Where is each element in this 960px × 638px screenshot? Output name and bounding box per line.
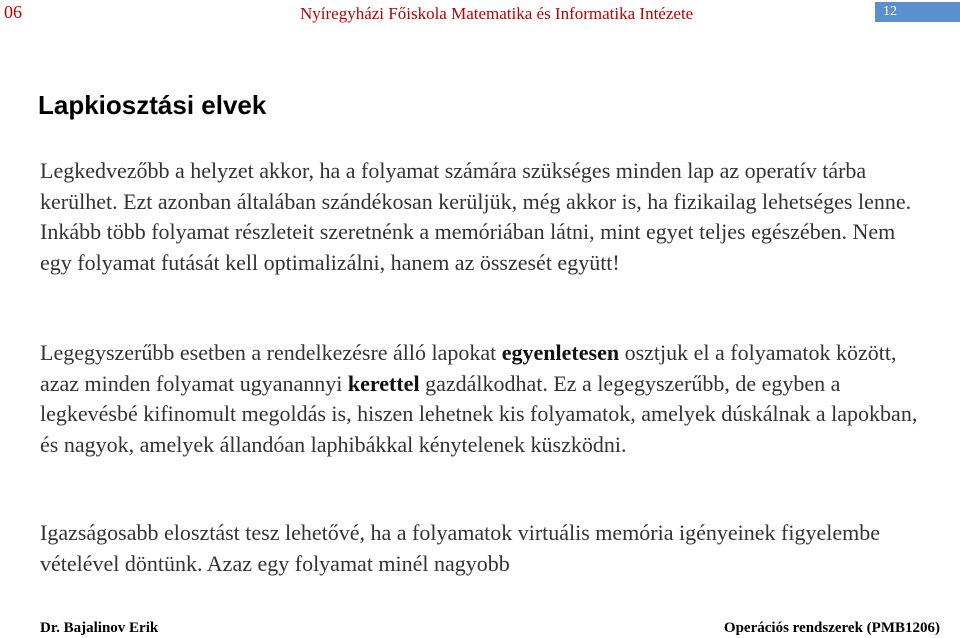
footer-course: Operációs rendszerek (PMB1206): [723, 620, 940, 636]
institution-title: Nyíregyházi Főiskola Matematika és Informatika Intézete: [300, 4, 694, 23]
paragraph-2-text-2: osztjuk el a folyamatok között, azaz minden folyamat ugyanannyi: [40, 340, 897, 396]
paragraph-2-text-1: Legegyszerűbb esetben a rendelkezésre álló lapokat: [40, 340, 502, 365]
emphasis-egyenletesen: egyenletesen: [501, 340, 620, 365]
paragraph-2: [40, 338, 930, 460]
paragraph-3: Igazságosabb elosztást tesz lehetővé, ha a folyamatok virtuális memória igényeinek figyelembe vételével döntünk. Azaz egy folyamat minél nagyobb: [40, 520, 880, 576]
emphasis-kerettel: kerettel: [347, 370, 420, 396]
footer-author: Dr. Bajalinov Erik: [40, 620, 159, 636]
slide-title: Lapkiosztási elvek: [38, 90, 267, 120]
chapter-number: 06: [4, 2, 22, 22]
paragraph-1: Legkedvezőbb a helyzet akkor, ha a folyamat számára szükséges minden lap az operatív tárba kerülhet. Ezt azonban általában szándékosan kerüljük, még akkor is, ha fizikailag lehetséges lenne. Inkább több folyamat részleteit szeretnénk a memóriában látni, mint egyet teljes egészében. Nem egy folyamat futását kell optimalizálni, hanem az összesét együtt!: [40, 158, 912, 275]
page-number-badge: 12: [875, 2, 960, 22]
paragraph-2-text-3: gazdálkodhat. Ez a legegyszerűbb, de egyben a legkevésbé kifinomult megoldás is, hiszen lehetnek kis folyamatok, amelyek dúskálnak a lapokban, és nagyok, amelyek állandóan laphibákkal kénytelenek küszködni.: [40, 370, 918, 457]
